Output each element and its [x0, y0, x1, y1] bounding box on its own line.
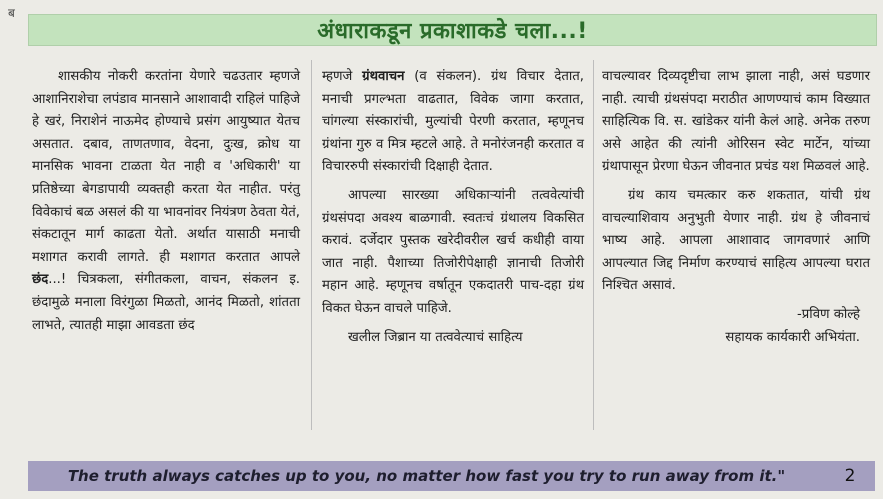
emphasis-text: छंद	[32, 272, 49, 288]
footer-bar	[28, 461, 875, 491]
paragraph	[32, 66, 300, 337]
column-divider	[311, 60, 312, 430]
emphasis-text: ग्रंथवाचन	[362, 69, 405, 84]
article-title-bar	[28, 14, 877, 46]
author-name: -प्रविण कोल्हे	[797, 306, 860, 322]
author-designation: सहायक कार्यकारी अभियंता.	[725, 329, 860, 345]
page-number: 2	[844, 466, 856, 486]
paragraph-text: शासकीय नोकरी करतांना येणारे चढउतार म्हणजे आशानिराशेचा लपंडाव मानसाने आशावादी राहिलं पाहिजे हे खरं, निराशेनं नाऊमेद होण्याचे प्रसंग आयुष्यात येतच असतात. दबाव, ताणतणाव, वेदना, दुःख, क्रोध या मानसिक भावना टाळता येत नाही व 'अधिकारी' या प्रतिष्ठेच्या बेगडापायी व्यक्तही करता येत नाहीत. परंतु विवेकाचं बळ असलं की या भावनांवर नियंत्रण ठेवता येतं, संकटातून मार्ग काढता येतो. अर्थात यासाठी मनाची मशागत करावी लागते. ही मशागत करतात आपले	[32, 69, 300, 265]
paragraph	[322, 66, 584, 179]
signature-block	[602, 304, 870, 349]
paragraph-text: ...! चित्रकला, संगीतकला, वाचन, संकलन इ. छंदामुळे मनाला विरंगुळा मिळतो, आनंद मिळतो, शांतता लाभते, त्यातही माझा आवडता छंद	[32, 272, 300, 333]
article-column-3	[602, 66, 870, 428]
article-column-1	[32, 66, 300, 428]
column-divider	[593, 60, 594, 430]
paragraph-text: म्हणजे	[322, 69, 353, 84]
paragraph: खलील जिब्रान या तत्ववेत्याचं साहित्य	[348, 329, 523, 345]
corner-mark: ब	[8, 6, 15, 20]
paragraph: वाचल्यावर दिव्यदृष्टीचा लाभ झाला नाही, असं घडणार नाही. त्याची ग्रंथसंपदा मराठीत आणण्याचं काम विख्यात साहित्यिक वि. स. खांडेकर यांनी केलं आहे. अनेक तरुण असे आहेत की त्यांनी ओरिसन स्वेट मार्टेन, यांच्या ग्रंथापासून प्रेरणा घेऊन जीवनात प्रचंड यश मिळवलं आहे.	[602, 69, 870, 175]
paragraph: आपल्या सारख्या अधिकाऱ्यांनी तत्ववेत्यांची ग्रंथसंपदा अवश्य बाळगावी. स्वतःचं ग्रंथालय विकसित करावं. दर्जेदार पुस्तक खरेदीवरील खर्च कधीही वाया जात नाही. पैशाच्या तिजोरीपेक्षाही ज्ञानाची तिजोरी महान आहे. म्हणूनच वर्षातून एकदातरी पाच-दहा ग्रंथ विकत घेऊन वाचले पाहिजे.	[322, 187, 584, 316]
article-column-2	[322, 66, 584, 428]
paragraph: ग्रंथ काय चमत्कार करु शकतात, यांची ग्रंथ वाचल्याशिवाय अनुभुती येणार नाही. ग्रंथ हे जीवनाचं भाष्य आहे. आपला आशावाद जागवणारं आणि आपल्यात जिद्द निर्माण करण्याचं साहित्य आपल्या घरात निश्चित असावं.	[602, 187, 870, 294]
footer-quote: The truth always catches up to you, no matter how fast you try to run away from it."	[67, 467, 786, 485]
paragraph-text: (व संकलन). ग्रंथ विचार देतात, मनाची प्रगल्भता वाढतात, विवेक जागा करतात, चांगल्या संस्कारांची, मुल्यांची पेरणी करतात, म्हणूनच ग्रंथांना गुरु व मित्र म्हटले आहे. ते मनोरंजनही करतात व विचाररुपी संस्कारांची दिक्षाही देतात.	[322, 69, 585, 175]
article-title: अंधाराकडून प्रकाशाकडे चला...!	[317, 19, 588, 44]
